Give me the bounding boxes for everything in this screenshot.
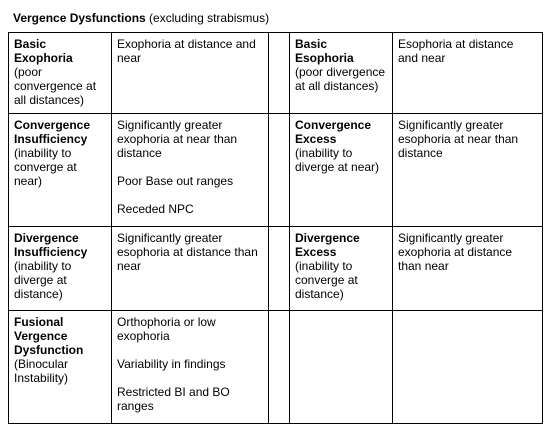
condition-description: (inability to diverge at near) — [295, 146, 380, 174]
table-row — [9, 33, 543, 114]
table-row — [9, 227, 543, 311]
condition-name: Basic Exophoria — [14, 37, 73, 65]
findings-cell — [393, 311, 543, 424]
condition-description: (inability to converge at distance) — [295, 259, 358, 301]
finding: Significantly greater esophoria at distance than near — [117, 231, 258, 273]
spacer-cell — [269, 227, 290, 311]
finding: Significantly greater exophoria at distance than near — [398, 231, 513, 273]
condition-description: (inability to converge at near) — [14, 146, 77, 188]
vergence-table — [8, 32, 543, 424]
findings-cell — [112, 33, 269, 114]
condition-name: Basic Esophoria — [295, 37, 354, 65]
condition-cell — [290, 227, 393, 311]
spacer-cell — [269, 114, 290, 227]
findings-cell — [112, 227, 269, 311]
condition-description: (inability to diverge at distance) — [14, 259, 72, 301]
condition-name: Fusional Vergence Dysfunction — [14, 315, 84, 357]
findings-cell — [112, 311, 269, 424]
finding: Exophoria at distance and near — [117, 37, 256, 65]
condition-name: Convergence Insufficiency — [14, 118, 91, 146]
condition-description: (poor convergence at all distances) — [14, 65, 97, 107]
table-row — [9, 114, 543, 227]
finding: Restricted BI and BO ranges — [117, 385, 230, 413]
finding: Variability in findings — [117, 357, 226, 371]
spacer-cell — [269, 33, 290, 114]
finding: Receded NPC — [117, 202, 194, 216]
condition-name: Convergence Excess — [295, 118, 372, 146]
finding: Orthophoria or low exophoria — [117, 315, 216, 343]
findings-cell — [112, 114, 269, 227]
finding: Esophoria at distance and near — [398, 37, 514, 65]
condition-cell — [9, 227, 112, 311]
findings-cell — [393, 114, 543, 227]
finding: Significantly greater exophoria at near than distance — [117, 118, 238, 160]
condition-name: Divergence Insufficiency — [14, 231, 88, 259]
table-row — [9, 311, 543, 424]
title-rest: (excluding strabismus) — [145, 11, 270, 25]
title-bold: Vergence Dysfunctions — [13, 11, 146, 25]
findings-cell — [393, 33, 543, 114]
condition-cell — [9, 114, 112, 227]
findings-cell — [393, 227, 543, 311]
condition-cell — [290, 114, 393, 227]
condition-cell — [9, 311, 112, 424]
condition-name: Divergence Excess — [295, 231, 360, 259]
condition-cell — [290, 33, 393, 114]
document-title — [13, 11, 269, 25]
spacer-cell — [269, 311, 290, 424]
condition-description: (poor divergence at all distances) — [295, 65, 386, 93]
condition-cell — [290, 311, 393, 424]
finding: Significantly greater esophoria at near than distance — [398, 118, 519, 160]
finding: Poor Base out ranges — [117, 174, 234, 188]
condition-description: (Binocular Instability) — [14, 357, 69, 385]
condition-cell — [9, 33, 112, 114]
